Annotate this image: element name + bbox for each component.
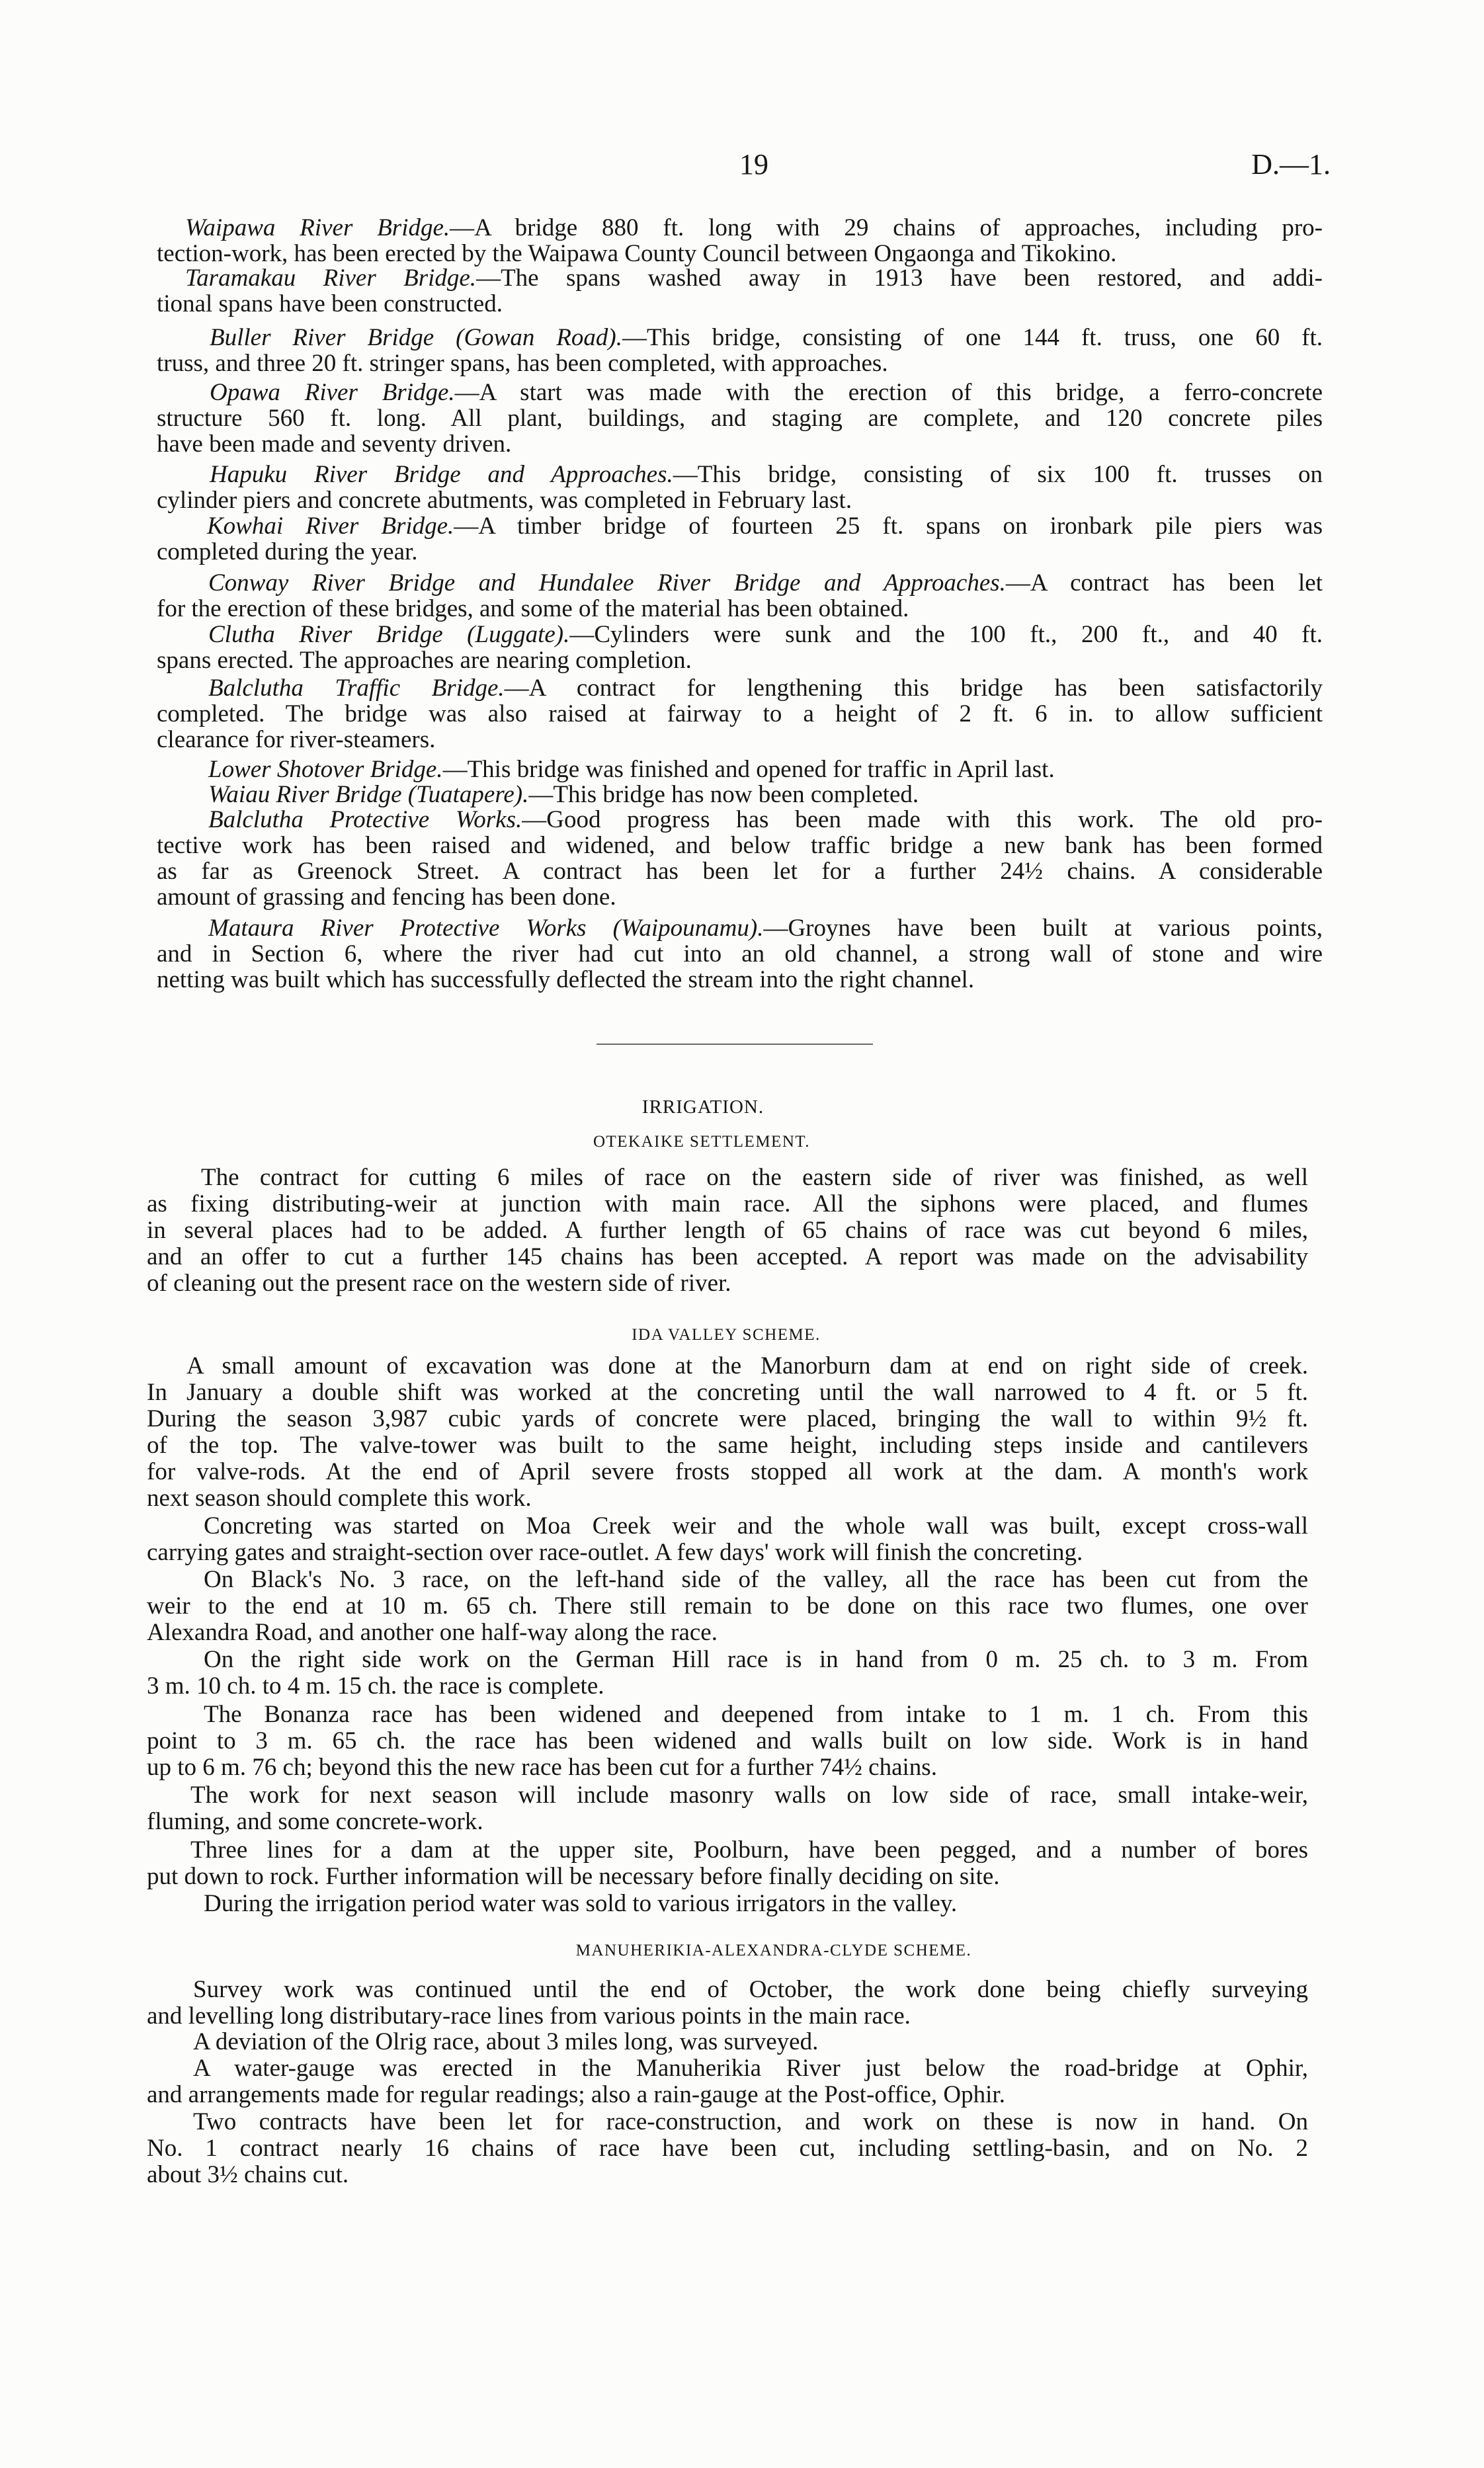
text-line: During the season 3,987 cubic yards of concrete were placed, bringing the wall to within 9½ ft. xyxy=(147,1405,1308,1432)
text-line xyxy=(157,675,1323,701)
paragraph xyxy=(147,1647,1308,1700)
line-text: —A bridge 880 ft. long with 29 chains of approaches, including pro- xyxy=(450,214,1323,241)
section-heading: IRRIGATION. xyxy=(641,1096,764,1118)
text-line xyxy=(157,325,1323,350)
text-line: as far as Greenock Street. A contract has been let for a further 24½ chains. A considerable xyxy=(157,858,1323,885)
paragraph xyxy=(147,1567,1308,1646)
item-title: Kowhai River Bridge. xyxy=(207,513,454,540)
text-line: fluming, and some concrete-work. xyxy=(147,1808,483,1835)
text-line: tional spans have been constructed. xyxy=(157,290,503,317)
paragraph xyxy=(157,782,1323,807)
item-title: Buller River Bridge (Gowan Road). xyxy=(210,324,622,351)
section-divider xyxy=(597,1044,873,1045)
text-line: cylinder piers and concrete abutments, was completed in February last. xyxy=(157,487,852,514)
item-title: Taramakau River Bridge. xyxy=(185,265,477,292)
paragraph xyxy=(147,1782,1308,1835)
line-text: —Groynes have been built at various points, xyxy=(763,915,1323,942)
text-line: as fixing distributing-weir at junction with main race. All the siphons were placed, and flumes xyxy=(147,1190,1308,1217)
text-line: Three lines for a dam at the upper site, Poolburn, have been pegged, and a number of bores xyxy=(190,1836,1308,1864)
text-line: Survey work was continued until the end of October, the work done being chiefly surveying xyxy=(193,1976,1308,2003)
item-title: Lower Shotover Bridge. xyxy=(208,756,443,783)
text-line: in several places had to be added. A further length of 65 chains of race was cut beyond 6 miles, xyxy=(147,1217,1308,1244)
text-line xyxy=(157,757,1323,782)
text-line: truss, and three 20 ft. stringer spans, has been completed, with approaches. xyxy=(157,350,888,377)
paragraph xyxy=(157,622,1323,673)
line-text: —This bridge, consisting of one 144 ft. truss, one 60 ft. xyxy=(622,324,1323,351)
paragraph xyxy=(147,2029,1308,2055)
text-line: point to 3 m. 65 ch. the race has been widened and walls built on low side. Work is in hand xyxy=(147,1727,1308,1754)
text-line: The Bonanza race has been widened and deepened from intake to 1 m. 1 ch. From this xyxy=(204,1701,1308,1728)
line-text: —This bridge was finished and opened for traffic in April last. xyxy=(442,756,1055,783)
text-line xyxy=(157,513,1323,539)
paragraph xyxy=(147,2109,1308,2188)
paragraph xyxy=(157,380,1323,457)
text-line: Concreting was started on Moa Creek weir and the whole wall was built, except cross-wall xyxy=(204,1512,1308,1540)
text-line xyxy=(157,380,1323,405)
text-line: amount of grassing and fencing has been done. xyxy=(157,884,616,911)
paragraph xyxy=(157,325,1323,376)
text-line: and arrangements made for regular readings; also a rain-gauge at the Post-office, Ophir. xyxy=(147,2081,1005,2108)
text-line: A deviation of the Olrig race, about 3 miles long, was surveyed. xyxy=(193,2028,819,2055)
line-text: —The spans washed away in 1913 have been restored, and addi- xyxy=(476,265,1323,292)
line-text: —A start was made with the erection of this bridge, a ferro-concrete xyxy=(454,379,1323,406)
item-title: Balclutha Protective Works. xyxy=(208,806,522,833)
paragraph xyxy=(147,1702,1308,1781)
text-line: spans erected. The approaches are nearing completion. xyxy=(157,647,692,674)
paragraph xyxy=(157,915,1323,993)
text-line: about 3½ chains cut. xyxy=(147,2161,349,2188)
paragraph xyxy=(147,1165,1308,1297)
item-title: Waiau River Bridge (Tuatapere). xyxy=(208,781,529,808)
item-title: Opawa River Bridge. xyxy=(210,379,455,406)
line-text: —A contract for lengthening this bridge has been satisfactorily xyxy=(504,675,1323,702)
paragraph xyxy=(157,215,1323,267)
text-line: In January a double shift was worked at the concreting until the wall narrowed to 4 ft. or 5 ft. xyxy=(147,1379,1308,1406)
text-line: of the top. The valve-tower was built to the same height, including steps inside and cantilevers xyxy=(147,1432,1308,1459)
text-line: put down to rock. Further information will be necessary before finally deciding on site. xyxy=(147,1863,1000,1890)
text-line: completed during the year. xyxy=(157,538,418,565)
paragraph xyxy=(147,1891,1308,1917)
text-line: clearance for river-steamers. xyxy=(157,726,436,753)
line-text: —A timber bridge of fourteen 25 ft. spans on ironbark pile piers was xyxy=(454,513,1323,540)
text-line: Alexandra Road, and another one half-way along the race. xyxy=(147,1619,718,1646)
text-line: have been made and seventy driven. xyxy=(157,431,512,458)
text-line: On Black's No. 3 race, on the left-hand side of the valley, all the race has been cut from the xyxy=(204,1566,1308,1593)
item-title: Clutha River Bridge (Luggate). xyxy=(208,621,570,648)
document-reference: D.—1. xyxy=(1251,148,1331,181)
subsection-heading: OTEKAIKE SETTLEMENT. xyxy=(593,1133,811,1151)
paragraph xyxy=(157,807,1323,910)
text-line: The work for next season will include masonry walls on low side of race, small intake-weir, xyxy=(190,1782,1308,1809)
paragraph xyxy=(157,265,1323,317)
text-line: Two contracts have been let for race-construction, and work on these is now in hand. On xyxy=(193,2108,1308,2135)
paragraph xyxy=(147,1837,1308,1890)
text-line: and levelling long distributary-race lines from various points in the main race. xyxy=(147,2002,911,2030)
text-line: for valve-rods. At the end of April severe frosts stopped all work at the dam. A month's work xyxy=(147,1458,1308,1485)
text-line: During the irrigation period water was sold to various irrigators in the valley. xyxy=(204,1890,958,1917)
text-line: netting was built which has successfully deflected the stream into the right channel. xyxy=(157,966,975,993)
text-line: tective work has been raised and widened, and below traffic bridge a new bank has been formed xyxy=(157,832,1323,859)
text-line xyxy=(157,462,1323,487)
text-line: On the right side work on the German Hill race is in hand from 0 m. 25 ch. to 3 m. From xyxy=(204,1646,1308,1673)
line-text: —Cylinders were sunk and the 100 ft., 200 ft., and 40 ft. xyxy=(569,621,1323,648)
text-line xyxy=(157,265,1323,291)
text-line: for the erection of these bridges, and some of the material has been obtained. xyxy=(157,595,909,622)
item-title: Mataura River Protective Works (Waipounamu). xyxy=(208,915,764,942)
text-line: of cleaning out the present race on the western side of river. xyxy=(147,1270,731,1297)
subsection-heading: IDA VALLEY SCHEME. xyxy=(632,1326,821,1344)
item-title: Hapuku River Bridge and Approaches. xyxy=(210,461,673,488)
paragraph xyxy=(147,2055,1308,2108)
text-line: A water-gauge was erected in the Manuherikia River just below the road-bridge at Ophir, xyxy=(193,2055,1308,2082)
paragraph xyxy=(157,513,1323,565)
text-line: carrying gates and straight-section over race-outlet. A few days' work will finish the concreting. xyxy=(147,1539,1083,1566)
text-line: next season should complete this work. xyxy=(147,1485,532,1512)
paragraph xyxy=(157,757,1323,782)
text-line: The contract for cutting 6 miles of race on the eastern side of river was finished, as well xyxy=(201,1164,1308,1191)
line-text: —This bridge has now been completed. xyxy=(528,781,919,808)
line-text: —This bridge, consisting of six 100 ft. trusses on xyxy=(673,461,1323,488)
text-line: tection-work, has been erected by the Waipawa County Council between Ongaonga and Tikokino. xyxy=(157,240,1117,267)
paragraph xyxy=(157,462,1323,513)
paragraph xyxy=(147,1353,1308,1512)
line-text: —Good progress has been made with this work. The old pro- xyxy=(522,806,1323,833)
paragraph xyxy=(147,1513,1308,1566)
paragraph xyxy=(157,675,1323,753)
line-text: —A contract has been let xyxy=(1005,569,1323,596)
text-line xyxy=(157,215,1323,241)
page-number: 19 xyxy=(739,148,768,181)
text-line xyxy=(157,807,1323,833)
paragraph xyxy=(157,570,1323,622)
text-line: weir to the end at 10 m. 65 ch. There still remain to be done on this race two flumes, one over xyxy=(147,1592,1308,1620)
item-title: Conway River Bridge and Hundalee River Bridge and Approaches. xyxy=(208,569,1006,596)
subsection-heading: MANUHERIKIA-ALEXANDRA-CLYDE SCHEME. xyxy=(575,1942,972,1959)
text-line xyxy=(157,622,1323,647)
paragraph xyxy=(147,1977,1308,2030)
text-line: A small amount of excavation was done at the Manorburn dam at end on right side of creek. xyxy=(186,1352,1308,1379)
text-line: completed. The bridge was also raised at fairway to a height of 2 ft. 6 in. to allow sufficient xyxy=(157,700,1323,727)
text-line: 3 m. 10 ch. to 4 m. 15 ch. the race is complete. xyxy=(147,1672,604,1700)
text-line xyxy=(157,915,1323,941)
item-title: Waipawa River Bridge. xyxy=(185,214,450,241)
text-line xyxy=(157,782,1323,807)
text-line: and an offer to cut a further 145 chains has been accepted. A report was made on the advisability xyxy=(147,1243,1308,1270)
text-line: structure 560 ft. long. All plant, buildings, and staging are complete, and 120 concrete piles xyxy=(157,405,1323,432)
text-line: up to 6 m. 76 ch; beyond this the new race has been cut for a further 74½ chains. xyxy=(147,1754,937,1781)
text-line: No. 1 contract nearly 16 chains of race have been cut, including settling-basin, and on No. 2 xyxy=(147,2135,1308,2162)
text-line: and in Section 6, where the river had cut into an old channel, a strong wall of stone and wire xyxy=(157,940,1323,967)
item-title: Balclutha Traffic Bridge. xyxy=(208,675,505,702)
text-line xyxy=(157,570,1323,596)
